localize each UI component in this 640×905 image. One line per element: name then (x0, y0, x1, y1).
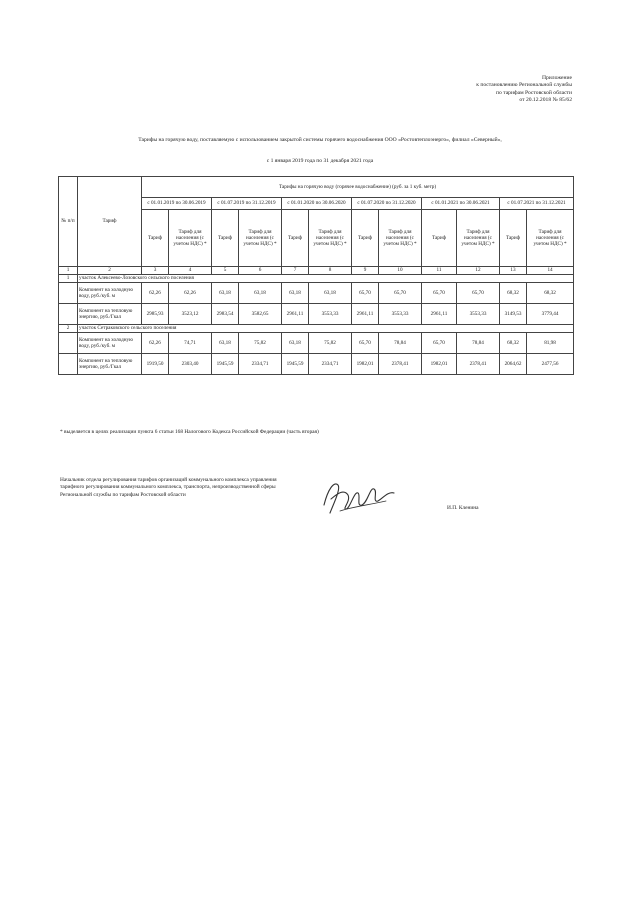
table-cell: 1982,01 (422, 354, 457, 375)
column-number: 14 (527, 267, 574, 275)
table-cell: 2303,40 (169, 354, 212, 375)
table-cell: 1945,59 (282, 354, 309, 375)
table-cell: 74,71 (169, 333, 212, 354)
table-cell: 78,84 (457, 333, 500, 354)
column-number: 1 (59, 267, 78, 275)
table-cell: 65,70 (422, 283, 457, 304)
header-period: с 01.07.2019 по 31.12.2019 (212, 198, 282, 210)
appendix-line: от 20.12.2018 № 85/62 (519, 97, 572, 104)
table-cell: 2378,41 (379, 354, 422, 375)
table-cell: 1982,01 (352, 354, 379, 375)
column-number: 9 (352, 267, 379, 275)
header-sub-population: Тариф для населения (с учетом НДС) * (239, 210, 282, 267)
table-cell: 3553,33 (309, 304, 352, 325)
header-group: Тарифы на горячую воду (горячее водоснабжение) (руб. за 1 куб. метр) (142, 177, 574, 198)
header-sub-population: Тариф для населения (с учетом НДС) * (169, 210, 212, 267)
header-sub-population: Тариф для населения (с учетом НДС) * (527, 210, 574, 267)
section-name: участок Алексеево-Лозовского сельского поселения (78, 275, 574, 283)
table-cell: 81,98 (527, 333, 574, 354)
header-sub-tariff: Тариф (142, 210, 169, 267)
table-cell: 63,18 (212, 283, 239, 304)
document-title: Тарифы на горячую воду, поставляемую с использованием закрытой системы горячего водоснабжения ООО «Ростовтеплоэнерго», филиал «Северный», (138, 137, 502, 143)
header-period: с 01.01.2021 по 30.06.2021 (422, 198, 500, 210)
header-no: № п/п (59, 177, 78, 267)
header-tariff: Тариф (78, 177, 142, 267)
appendix-line: Приложение (541, 75, 572, 81)
table-cell: 68,32 (500, 333, 527, 354)
header-sub-tariff: Тариф (500, 210, 527, 267)
column-number: 7 (282, 267, 309, 275)
row-label: Компонент на холодную воду, руб./куб. м (78, 283, 142, 304)
column-number: 4 (169, 267, 212, 275)
header-sub-population: Тариф для населения (с учетом НДС) * (309, 210, 352, 267)
appendix-line: к постановлению Региональной службы (476, 82, 572, 89)
table-cell: 75,82 (239, 333, 282, 354)
row-label: Компонент на тепловую энергию, руб./Гкал (78, 354, 142, 375)
signatory-name: И.П. Кленина (447, 505, 479, 511)
header-period: с 01.01.2019 по 30.06.2019 (142, 198, 212, 210)
table-cell: 68,32 (500, 283, 527, 304)
table-cell: 65,70 (352, 283, 379, 304)
row-label: Компонент на холодную воду, руб./куб. м (78, 333, 142, 354)
table-cell: 62,26 (142, 283, 169, 304)
table-cell: 62,26 (142, 333, 169, 354)
column-number: 8 (309, 267, 352, 275)
column-number: 3 (142, 267, 169, 275)
header-sub-population: Тариф для населения (с учетом НДС) * (457, 210, 500, 267)
table-cell: 3523,12 (169, 304, 212, 325)
column-number: 13 (500, 267, 527, 275)
table-cell: 2477,56 (527, 354, 574, 375)
table-cell: 65,70 (422, 333, 457, 354)
table-cell: 75,82 (309, 333, 352, 354)
section-number: 2 (59, 325, 78, 333)
table-cell: 2961,11 (352, 304, 379, 325)
table-cell: 2961,11 (282, 304, 309, 325)
table-cell: 68,32 (527, 283, 574, 304)
column-number: 5 (212, 267, 239, 275)
table-cell: 2961,11 (422, 304, 457, 325)
table-cell: 2983,54 (212, 304, 239, 325)
table-cell: 62,26 (169, 283, 212, 304)
table-cell: 1919,50 (142, 354, 169, 375)
table-cell: 78,84 (379, 333, 422, 354)
table-cell: 63,18 (239, 283, 282, 304)
header-period: с 01.07.2020 по 31.12.2020 (352, 198, 422, 210)
table-cell: 3149,53 (500, 304, 527, 325)
table-row (59, 304, 574, 325)
table-cell: 63,18 (282, 283, 309, 304)
table-cell: 2985,93 (142, 304, 169, 325)
table-cell: 3553,33 (457, 304, 500, 325)
handwritten-signature (318, 475, 398, 520)
table-cell: 1945,59 (212, 354, 239, 375)
header-sub-tariff: Тариф (212, 210, 239, 267)
column-number: 11 (422, 267, 457, 275)
table-row (59, 283, 574, 304)
header-period: с 01.01.2020 по 30.06.2020 (282, 198, 352, 210)
table-cell: 3779,44 (527, 304, 574, 325)
section-name: участок Сетраковского сельского поселения (78, 325, 574, 333)
column-number: 2 (78, 267, 142, 275)
table-row (59, 354, 574, 375)
table-cell: 65,70 (457, 283, 500, 304)
table-row (59, 333, 574, 354)
header-sub-population: Тариф для населения (с учетом НДС) * (379, 210, 422, 267)
table-cell: 63,18 (282, 333, 309, 354)
table-cell: 2064,62 (500, 354, 527, 375)
table-cell: 2378,41 (457, 354, 500, 375)
row-label: Компонент на тепловую энергию, руб./Гкал (78, 304, 142, 325)
table-cell: 63,18 (212, 333, 239, 354)
table-cell: 65,70 (352, 333, 379, 354)
table-cell: 65,70 (379, 283, 422, 304)
column-number: 6 (239, 267, 282, 275)
table-cell: 63,18 (309, 283, 352, 304)
header-sub-tariff: Тариф (422, 210, 457, 267)
column-number: 10 (379, 267, 422, 275)
document-period: с 1 января 2019 года по 31 декабря 2021 года (266, 158, 374, 164)
header-period: с 01.07.2021 по 31.12.2021 (500, 198, 574, 210)
signatory-position: Начальник отдела регулирования тарифов организаций коммунального комплекса управления тарифного регулирования коммунального комплекса, транспорта, непроизводственной сферы Региональной службы по тарифам Ростовской области (60, 477, 277, 498)
section-number: 1 (59, 275, 78, 283)
table-cell: 2334,71 (239, 354, 282, 375)
table-cell: 3582,65 (239, 304, 282, 325)
table-cell: 2334,71 (309, 354, 352, 375)
table-cell: 3553,33 (379, 304, 422, 325)
appendix-line: по тарифам Ростовской области (496, 89, 572, 96)
header-sub-tariff: Тариф (282, 210, 309, 267)
footnote: * выделяется в целях реализации пункта 6 статьи 168 Налогового Кодекса Российской Федерации (часть вторая) (60, 429, 319, 435)
header-sub-tariff: Тариф (352, 210, 379, 267)
appendix-block (352, 75, 572, 105)
column-number: 12 (457, 267, 500, 275)
tariff-table (58, 176, 574, 375)
